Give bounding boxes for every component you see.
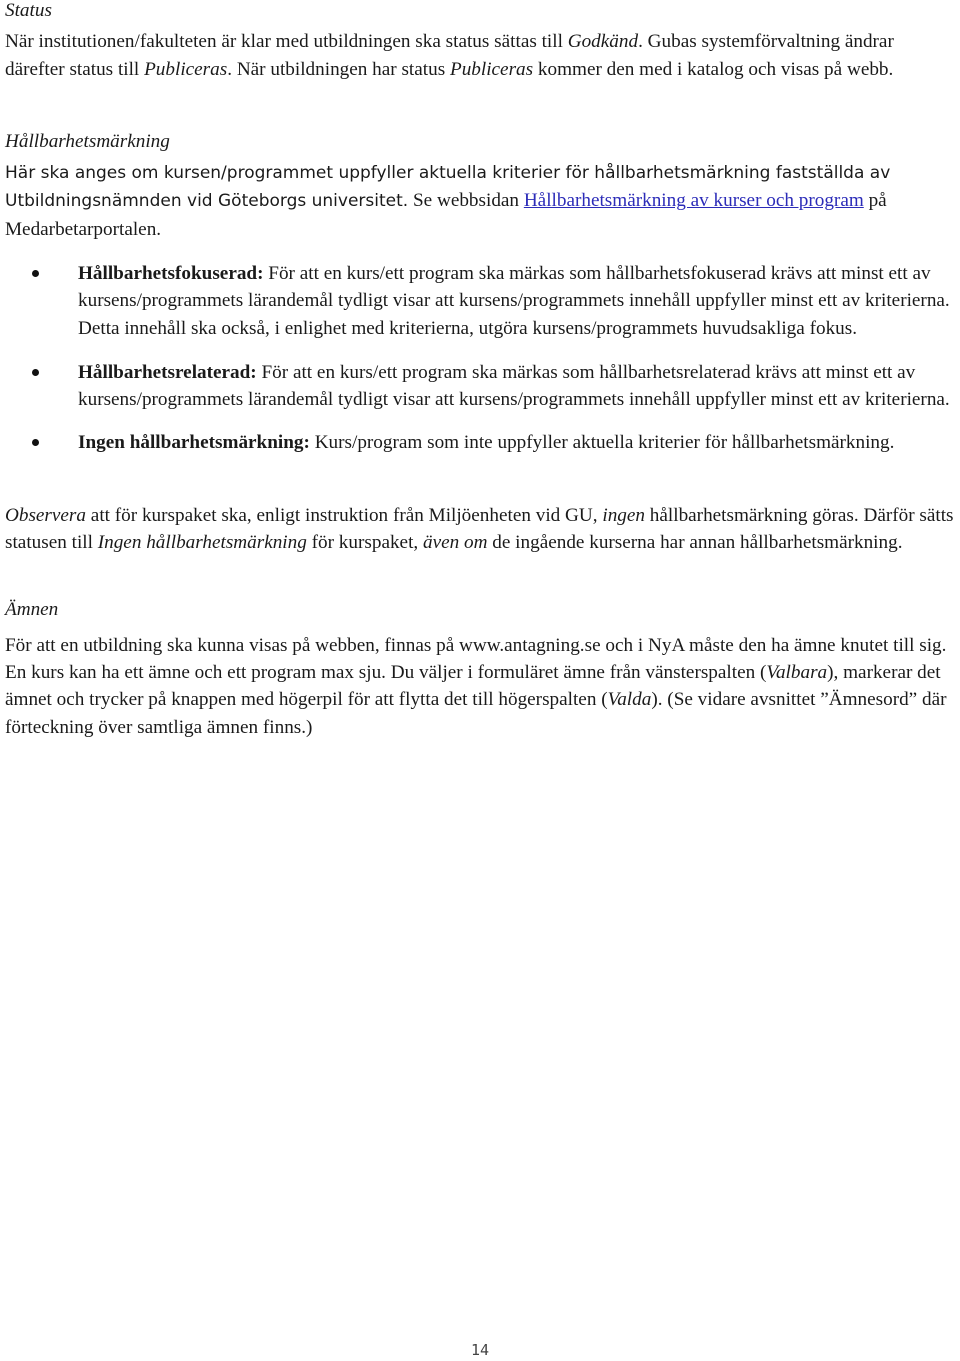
sustainability-bullet-list: [5, 260, 957, 456]
sustainability-link[interactable]: Hållbarhetsmärkning av kurser och program: [523, 190, 864, 212]
list-item: Ingen hållbarhetsmärkning: Kurs/program som inte uppfyller aktuella kriterier för hållbarhetsmärkning.: [5, 429, 957, 456]
document-page: [5, 0, 957, 741]
status-heading: Status: [5, 0, 52, 21]
sustainability-heading: Hållbarhetsmärkning: [5, 130, 170, 152]
bullet-icon: [32, 369, 39, 376]
subjects-paragraph: För att en utbildning ska kunna visas på webben, finnas på www.antagning.se och i NyA måste den ha ämne knutet till sig. En kurs kan ha ett ämne och ett program max sju. Du väljer i formuläret ämne från vänsterspalten (Valbara), markerar det ämnet och trycker på knappen med högerpil för att flytta det till högerspalten (Valda). (Se vidare avsnittet ”Ämnesord” där förteckning över samtliga ämnen finns.): [5, 634, 947, 738]
list-item: Hållbarhetsrelaterad: För att en kurs/ett program ska märkas som hållbarhetsrelaterad krävs att minst ett av kursens/programmets lärandemål tydligt visar att kursens/programmets innehåll uppfyller minst ett av kriterierna.: [5, 359, 957, 414]
kurspaket-note: Observera att för kurspaket ska, enligt instruktion från Miljöenheten vid GU, ingen hållbarhetsmärkning göras. Därför sätts statusen till Ingen hållbarhetsmärkning för kurspaket, även om de ingående kurserna har annan hållbarhetsmärkning.: [5, 504, 954, 554]
bullet-icon: [32, 439, 39, 446]
page-number: 14: [470, 1341, 490, 1359]
sustainability-intro: Här ska anges om kursen/programmet uppfyller aktuella kriterier för hållbarhetsmärkning fastställda av Utbildningsnämnden vid Göteborgs universitet. Se webbsidan Hållbarhetsmärkning av kurser och program på Medarbetarportalen.: [5, 163, 891, 240]
subjects-heading: Ämnen: [5, 599, 59, 621]
status-paragraph: När institutionen/fakulteten är klar med utbildningen ska status sättas till Godkänd. Gubas systemförvaltning ändrar därefter status till Publiceras. När utbildningen har status Publiceras kommer den med i katalog och visas på webb.: [5, 31, 894, 80]
bullet-icon: [32, 270, 39, 277]
list-item: Hållbarhetsfokuserad: För att en kurs/ett program ska märkas som hållbarhetsfokuserad krävs att minst ett av kursens/programmets lärandemål tydligt visar att kursens/programmets innehåll uppfyller minst ett av kriterierna. Detta innehåll ska också, i enlighet med kriterierna, utgöra kursens/programmets huvudsakliga fokus.: [5, 260, 957, 342]
